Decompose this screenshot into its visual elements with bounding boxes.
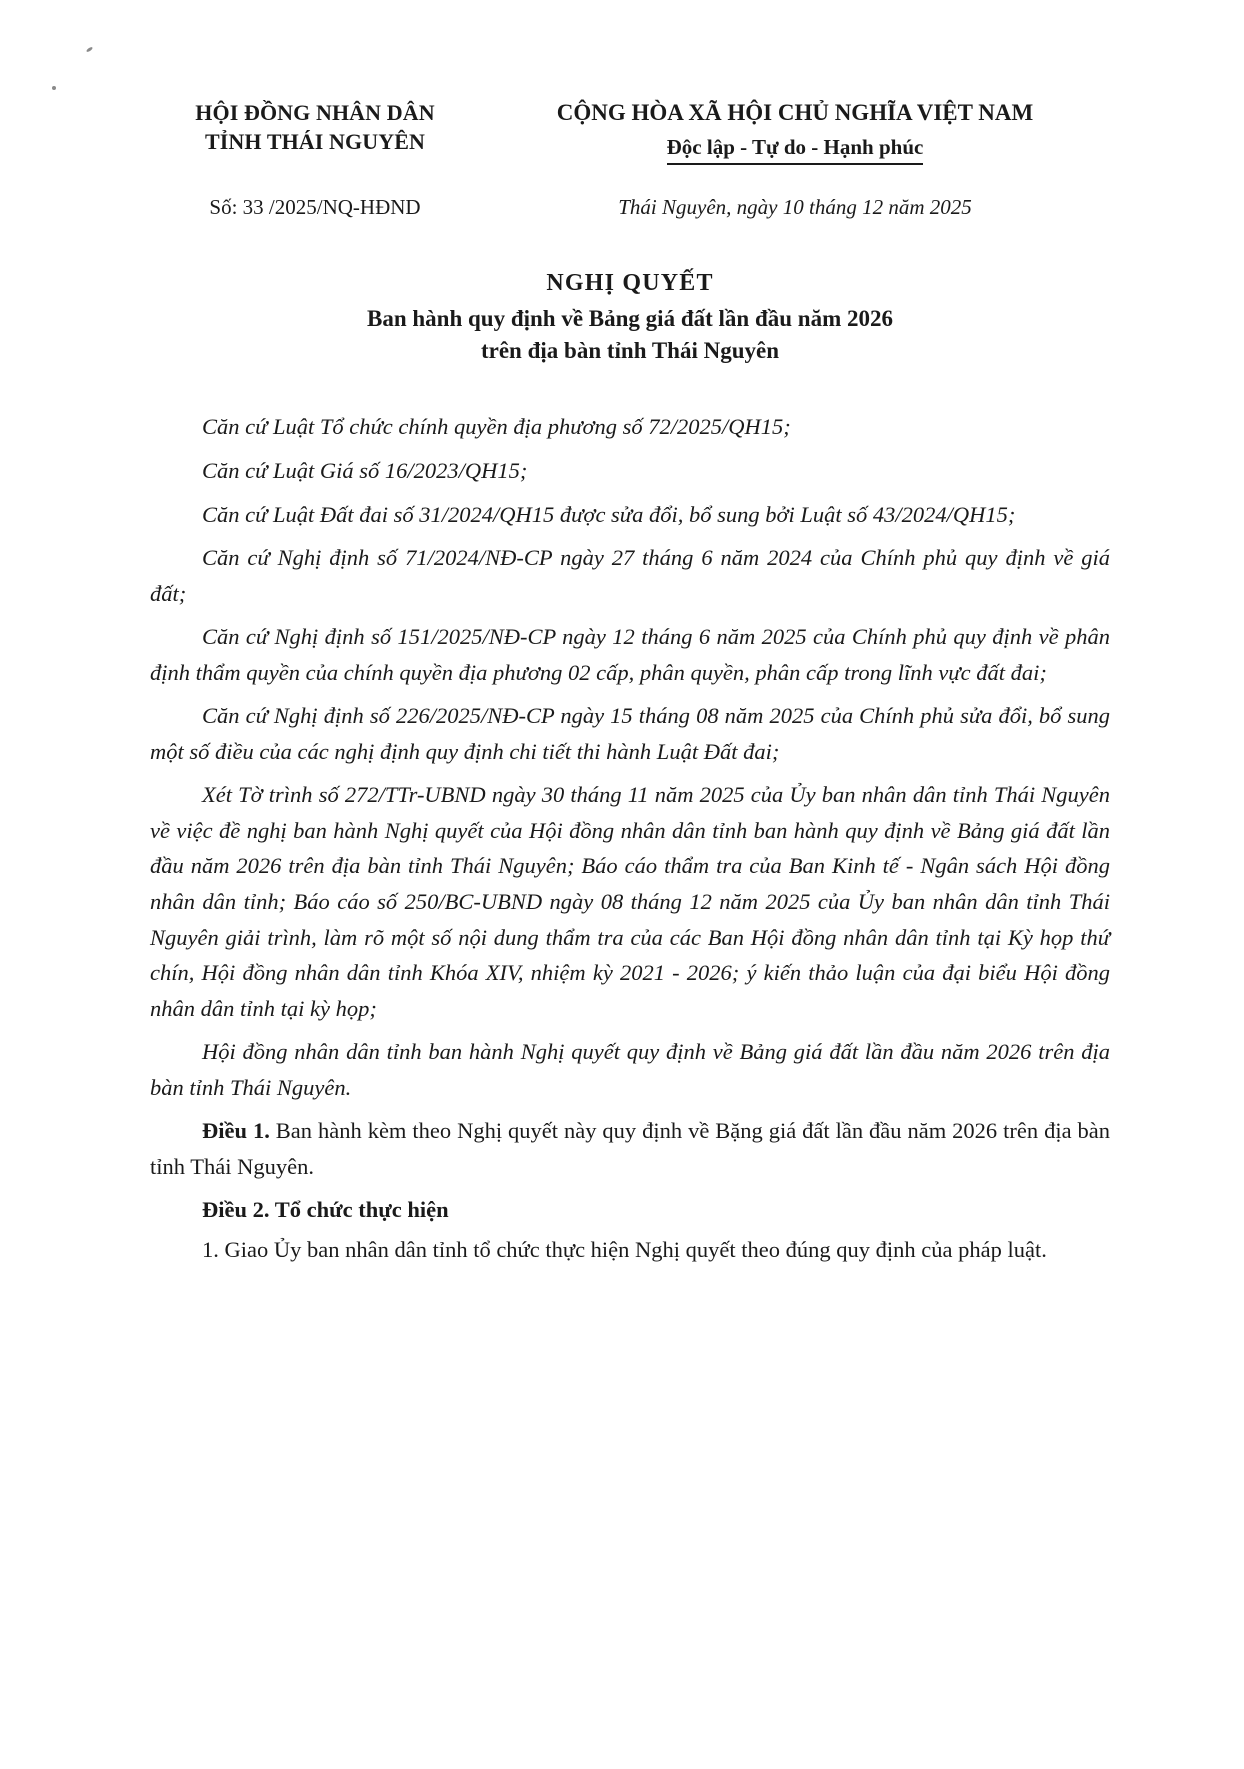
national-heading — [480, 98, 1110, 165]
resolution-intro: Hội đồng nhân dân tỉnh ban hành Nghị quyết quy định về Bảng giá đất lần đầu năm 2026 trên địa bàn tỉnh Thái Nguyên. — [150, 1039, 1110, 1100]
document-body — [150, 409, 1110, 1267]
page-title: NGHỊ QUYẾT — [546, 270, 714, 297]
document-number: Số: 33 /2025/NQ-HĐND — [209, 195, 421, 220]
document-content — [150, 0, 1110, 1275]
issuing-authority — [150, 98, 480, 156]
issuing-authority-line1: HỘI ĐỒNG NHÂN DÂN — [195, 100, 435, 125]
legal-basis-item: Căn cứ Luật Đất đai số 31/2024/QH15 được sửa đổi, bổ sung bởi Luật số 43/2024/QH15; — [202, 501, 1016, 527]
issuing-authority-line2: TỈNH THÁI NGUYÊN — [204, 129, 425, 155]
article-2-item-1: 1. Giao Ủy ban nhân dân tỉnh tổ chức thực hiện Nghị quyết theo đúng quy định của pháp luật. — [202, 1236, 1047, 1262]
article-2-heading: Điều 2. Tổ chức thực hiện — [202, 1197, 449, 1223]
legal-basis-item: Căn cứ Nghị định số 71/2024/NĐ-CP ngày 27 tháng 6 năm 2024 của Chính phủ quy định về giá đất; — [150, 545, 1110, 606]
legal-basis-item: Căn cứ Nghị định số 226/2025/NĐ-CP ngày 15 tháng 08 năm 2025 của Chính phủ sửa đổi, bổ sung một số điều của các nghị định quy định chi tiết thi hành Luật Đất đai; — [150, 703, 1110, 764]
legal-basis-item: Căn cứ Nghị định số 151/2025/NĐ-CP ngày 12 tháng 6 năm 2025 của Chính phủ quy định về phân định thẩm quyền của chính quyền địa phương 02 cấp, phân quyền, phân cấp trong lĩnh vực đất đai; — [150, 624, 1110, 685]
document-header — [150, 0, 1110, 165]
article-1 — [150, 1113, 1110, 1184]
place-and-date: Thái Nguyên, ngày 10 tháng 12 năm 2025 — [618, 195, 972, 220]
article-1-label: Điều 1. — [202, 1118, 270, 1144]
document-subtitle — [150, 303, 1110, 367]
consideration-paragraph: Xét Tờ trình số 272/TTr-UBND ngày 30 tháng 11 năm 2025 của Ủy ban nhân dân tỉnh Thái Nguyên về việc đề nghị ban hành Nghị quyết của Hội đồng nhân dân tỉnh ban hành quy định về Bảng giá đất lần đầu năm 2026 trên địa bàn tỉnh Thái Nguyên; Báo cáo thẩm tra của Ban Kinh tế - Ngân sách Hội đồng nhân dân tỉnh; Báo cáo số 250/BC-UBND ngày 08 tháng 12 năm 2025 của Ủy ban nhân dân tỉnh Thái Nguyên giải trình, làm rõ một số nội dung thẩm tra của các Ban Hội đồng nhân dân tỉnh tại Kỳ họp thứ chín, Hội đồng nhân dân tỉnh Khóa XIV, nhiệm kỳ 2021 - 2026; ý kiến thảo luận của đại biểu Hội đồng nhân dân tỉnh tại kỳ họp; — [150, 782, 1110, 1021]
scan-artifact-speck — [52, 86, 56, 90]
national-name: CỘNG HÒA XÃ HỘI CHỦ NGHĨA VIỆT NAM — [556, 100, 1034, 125]
document-subtitle-line1: Ban hành quy định về Bảng giá đất lần đầu năm 2026 — [366, 306, 893, 332]
document-title-block — [150, 270, 1110, 367]
national-motto: Độc lập - Tự do - Hạnh phúc — [667, 134, 924, 165]
scan-artifact-speck — [86, 46, 93, 52]
document-subtitle-line2: trên địa bàn tỉnh Thái Nguyên — [480, 338, 780, 364]
article-1-text: Ban hành kèm theo Nghị quyết này quy định về Bặng giá đất lần đầu năm 2026 trên địa bàn tỉnh Thái Nguyên. — [150, 1118, 1111, 1179]
legal-basis-item: Căn cứ Luật Giá số 16/2023/QH15; — [202, 458, 528, 483]
legal-basis-item: Căn cứ Luật Tổ chức chính quyền địa phương số 72/2025/QH15; — [202, 414, 791, 440]
document-subheader — [150, 195, 1110, 220]
